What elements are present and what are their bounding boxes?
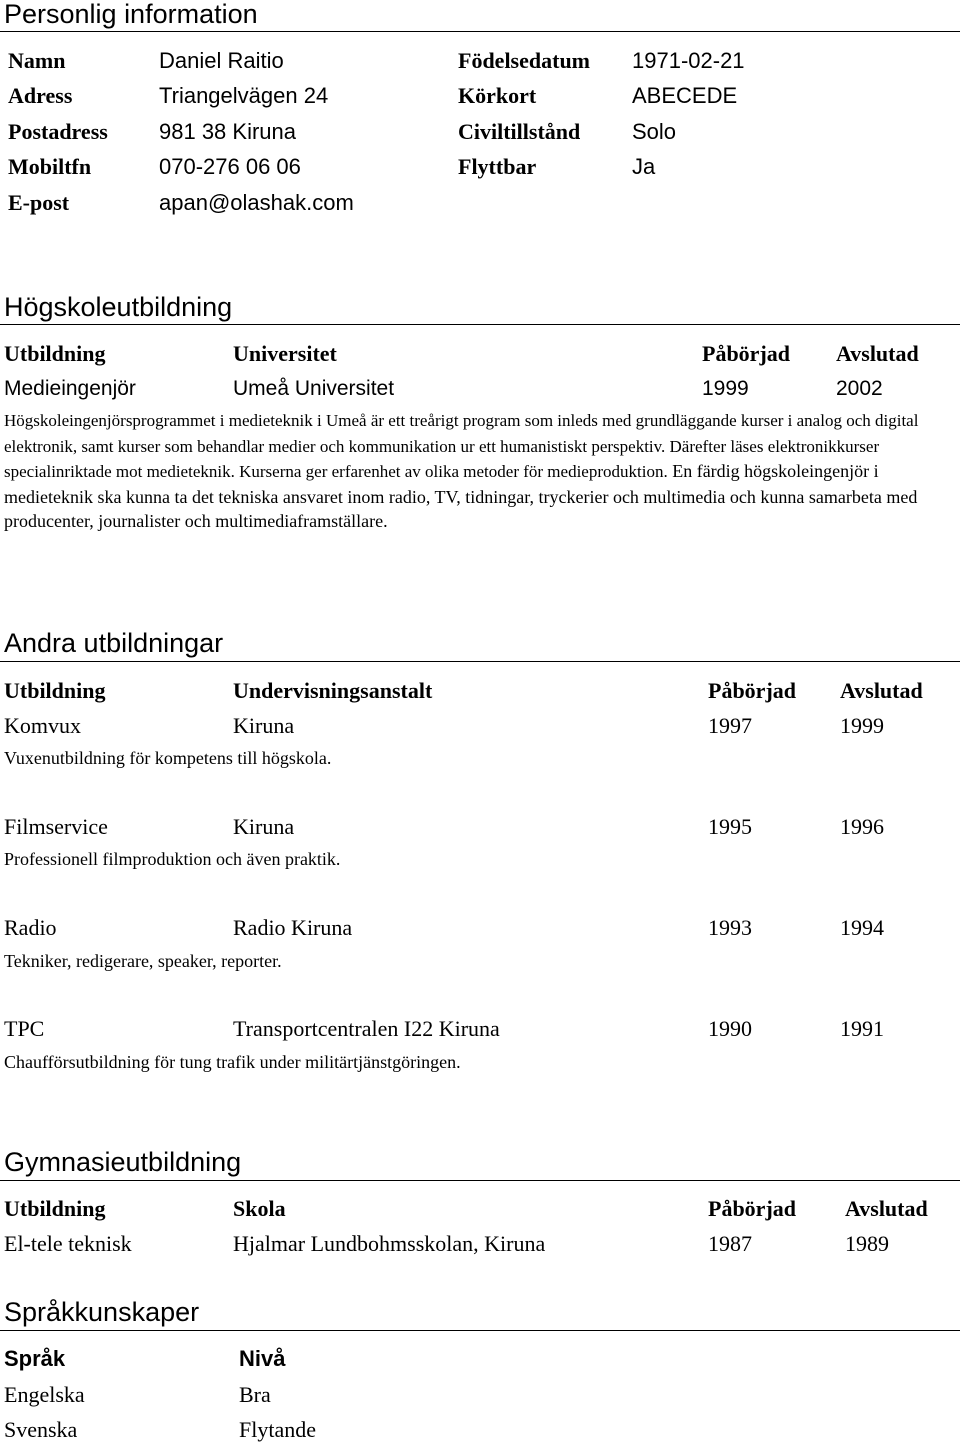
other-ed-place: Kiruna bbox=[233, 713, 295, 738]
col-header-end: Avslutad bbox=[845, 1196, 928, 1221]
value-name: Daniel Raitio bbox=[159, 48, 284, 73]
other-ed-start: 1990 bbox=[708, 1016, 752, 1041]
label-email: E-post bbox=[8, 190, 70, 215]
value-license: ABECEDE bbox=[632, 83, 738, 108]
section-rule bbox=[0, 1330, 960, 1331]
other-ed-place: Kiruna bbox=[233, 814, 295, 839]
other-ed-place: Radio Kiruna bbox=[233, 915, 353, 940]
value-birthdate: 1971-02-21 bbox=[632, 48, 745, 73]
higher-ed-start: 1999 bbox=[702, 377, 749, 400]
other-ed-description: Tekniker, redigerare, speaker, reporter. bbox=[4, 951, 282, 971]
higher-ed-description bbox=[4, 408, 958, 534]
higher-ed-description-rest: En färdig högskoleingenjör i medieteknik ska kunna ta det tekniska ansvaret inom radio, TV, tidningar, tryckerier och multimedia och kunna samarbeta med producenter, journalister och multimediaframställare. bbox=[4, 461, 918, 531]
value-email: apan@olashak.com bbox=[159, 190, 354, 215]
language-level: Flytande bbox=[239, 1417, 316, 1442]
section-heading-higher-education: Högskoleutbildning bbox=[4, 292, 233, 322]
col-header-start: Påbörjad bbox=[708, 1196, 796, 1221]
label-civil-status: Civiltillstånd bbox=[458, 119, 581, 144]
section-rule bbox=[0, 1180, 960, 1181]
col-header-education: Utbildning bbox=[4, 1196, 106, 1221]
other-ed-end: 1996 bbox=[840, 814, 884, 839]
other-ed-start: 1995 bbox=[708, 814, 752, 839]
col-header-start: Påbörjad bbox=[708, 678, 796, 703]
label-postal-address: Postadress bbox=[8, 119, 108, 144]
other-ed-description: Professionell filmproduktion och även praktik. bbox=[4, 849, 341, 869]
section-heading-other-education: Andra utbildningar bbox=[4, 628, 224, 658]
value-civil-status: Solo bbox=[632, 119, 677, 144]
value-relocatable: Ja bbox=[632, 154, 656, 179]
other-ed-name: Radio bbox=[4, 915, 57, 940]
col-header-university: Universitet bbox=[233, 341, 337, 366]
other-ed-name: Filmservice bbox=[4, 814, 108, 839]
col-header-end: Avslutad bbox=[840, 678, 923, 703]
language-name: Svenska bbox=[4, 1417, 78, 1442]
label-birthdate: Födelsedatum bbox=[458, 48, 590, 73]
value-mobile: 070-276 06 06 bbox=[159, 154, 301, 179]
language-name: Engelska bbox=[4, 1382, 85, 1407]
section-heading-gymnasium: Gymnasieutbildning bbox=[4, 1147, 242, 1177]
other-ed-name: Komvux bbox=[4, 713, 81, 738]
gymnasium-end: 1989 bbox=[845, 1231, 889, 1256]
higher-ed-degree: Medieingenjör bbox=[4, 377, 136, 400]
label-license: Körkort bbox=[458, 83, 537, 108]
other-ed-description: Vuxenutbildning för kompetens till högskola. bbox=[4, 748, 332, 768]
col-header-school: Skola bbox=[233, 1196, 286, 1221]
gymnasium-program: El-tele teknisk bbox=[4, 1231, 132, 1256]
label-address: Adress bbox=[8, 83, 73, 108]
section-heading-languages: Språkkunskaper bbox=[4, 1297, 200, 1327]
value-address: Triangelvägen 24 bbox=[159, 83, 329, 108]
col-header-institution: Undervisningsanstalt bbox=[233, 678, 433, 703]
other-ed-start: 1997 bbox=[708, 713, 752, 738]
label-mobile: Mobiltfn bbox=[8, 154, 92, 179]
other-ed-name: TPC bbox=[4, 1016, 45, 1041]
higher-ed-description-intro: Högskoleingenjörsprogrammet i medieteknik i Umeå är ett treårigt program som inleds med grundläggande kurser i analog och digital elektronik, samt kurser som behandlar medier och kommunikation ur ett humanistiskt perspektiv. Därefter läses elektronikkurser specialinriktade mot medieteknik. Kurserna ger erfarenhet av olika metoder för medieproduktion. bbox=[4, 411, 919, 481]
col-header-level: Nivå bbox=[239, 1346, 286, 1371]
section-heading-personal: Personlig information bbox=[4, 0, 258, 29]
gymnasium-school: Hjalmar Lundbohmsskolan, Kiruna bbox=[233, 1231, 546, 1256]
section-rule bbox=[0, 661, 960, 662]
col-header-language: Språk bbox=[4, 1346, 66, 1371]
other-ed-end: 1994 bbox=[840, 915, 884, 940]
value-postal-address: 981 38 Kiruna bbox=[159, 119, 296, 144]
other-ed-place: Transportcentralen I22 Kiruna bbox=[233, 1016, 500, 1041]
gymnasium-start: 1987 bbox=[708, 1231, 752, 1256]
other-ed-end: 1999 bbox=[840, 713, 884, 738]
col-header-education: Utbildning bbox=[4, 341, 106, 366]
other-ed-description: Chaufförsutbildning för tung trafik under militärtjänstgöringen. bbox=[4, 1052, 461, 1072]
higher-ed-end: 2002 bbox=[836, 377, 883, 400]
other-ed-end: 1991 bbox=[840, 1016, 884, 1041]
label-relocatable: Flyttbar bbox=[458, 154, 537, 179]
col-header-education: Utbildning bbox=[4, 678, 106, 703]
higher-ed-university: Umeå Universitet bbox=[233, 377, 395, 400]
label-name: Namn bbox=[8, 48, 66, 73]
section-rule bbox=[0, 31, 960, 32]
section-rule bbox=[0, 324, 960, 325]
col-header-end: Avslutad bbox=[836, 341, 919, 366]
other-ed-start: 1993 bbox=[708, 915, 752, 940]
col-header-start: Påbörjad bbox=[702, 341, 790, 366]
language-level: Bra bbox=[239, 1382, 271, 1407]
